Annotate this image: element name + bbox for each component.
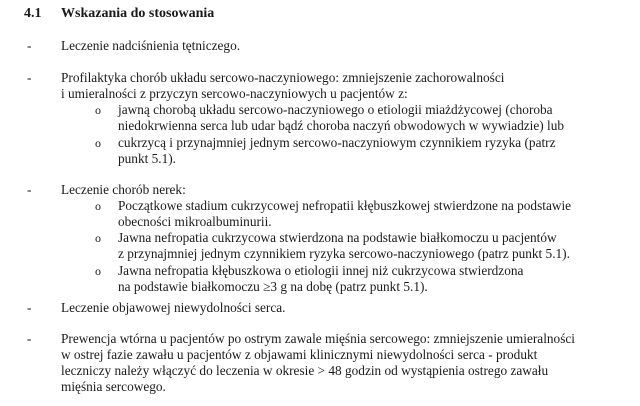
text-line: i umieralności z przyczyn sercowo-naczyniowych u pacjentów z: (61, 86, 408, 101)
indication-text (61, 331, 621, 395)
dash-marker: - (27, 38, 32, 53)
text-line: obecności mikroalbuminurii. (118, 214, 272, 229)
text-line: Leczenie chorób nerek: (61, 182, 186, 197)
indication-text (61, 70, 621, 102)
text-line: Leczenie nadciśnienia tętniczego. (61, 38, 241, 53)
dash-marker: - (27, 300, 32, 315)
text-line: punkt 5.1). (118, 151, 176, 166)
section-title: Wskazania do stosowania (61, 6, 215, 21)
dash-marker: - (27, 182, 32, 197)
section-heading (24, 6, 214, 22)
text-line: jawną chorobą układu sercowo-naczyniowego o etiologii miażdżycowej (choroba (118, 102, 553, 117)
text-line: cukrzycą i przynajmniej jednym sercowo-naczyniowym czynnikiem ryzyka (patrz (118, 135, 556, 150)
indication-text (61, 300, 621, 316)
text-line: Leczenie objawowej niewydolności serca. (61, 300, 286, 315)
text-line: mięśnia sercowego. (61, 379, 166, 394)
text-line: Jawna nefropatia cukrzycowa stwierdzona na podstawie białkomoczu u pacjentów (118, 230, 557, 245)
text-line: Jawna nefropatia kłębuszkowa o etiologii innej niż cukrzycowa stwierdzona (118, 263, 524, 278)
text-line: w ostrej fazie zawału u pacjentów z objawami klinicznymi niewydolności serca - produkt (61, 347, 538, 362)
dash-marker: - (27, 70, 32, 85)
text-line: na podstawie białkomoczu ≥3 g na dobę (patrz punkt 5.1). (118, 279, 428, 294)
circle-bullet-icon: o (95, 231, 101, 245)
circle-bullet-icon: o (95, 136, 101, 150)
text-line: z przynajmniej jednym czynnikiem ryzyka sercowo-naczyniowego (patrz punkt 5.1). (118, 246, 570, 261)
dash-marker: - (27, 331, 32, 346)
circle-bullet-icon: o (95, 199, 101, 213)
text-line: Profilaktyka chorób układu sercowo-naczyniowego: zmniejszenie zachorowalności (61, 70, 505, 85)
section-number: 4.1 (24, 6, 42, 21)
indication-text (61, 38, 621, 54)
circle-bullet-icon: o (95, 264, 101, 278)
text-line: Początkowe stadium cukrzycowej nefropatii kłębuszkowej stwierdzone na podstawie (118, 198, 572, 213)
text-line: leczniczy należy włączyć do leczenia w okresie > 48 godzin od wystąpienia ostrego zawału (61, 363, 549, 378)
text-line: niedokrwienna serca lub udar bądź choroba naczyń obwodowych w wywiadzie) lub (118, 118, 565, 133)
indication-text (61, 182, 621, 198)
circle-bullet-icon: o (95, 103, 101, 117)
text-line: Prewencja wtórna u pacjentów po ostrym zawale mięśnia sercowego: zmniejszenie umieralności (61, 331, 575, 346)
